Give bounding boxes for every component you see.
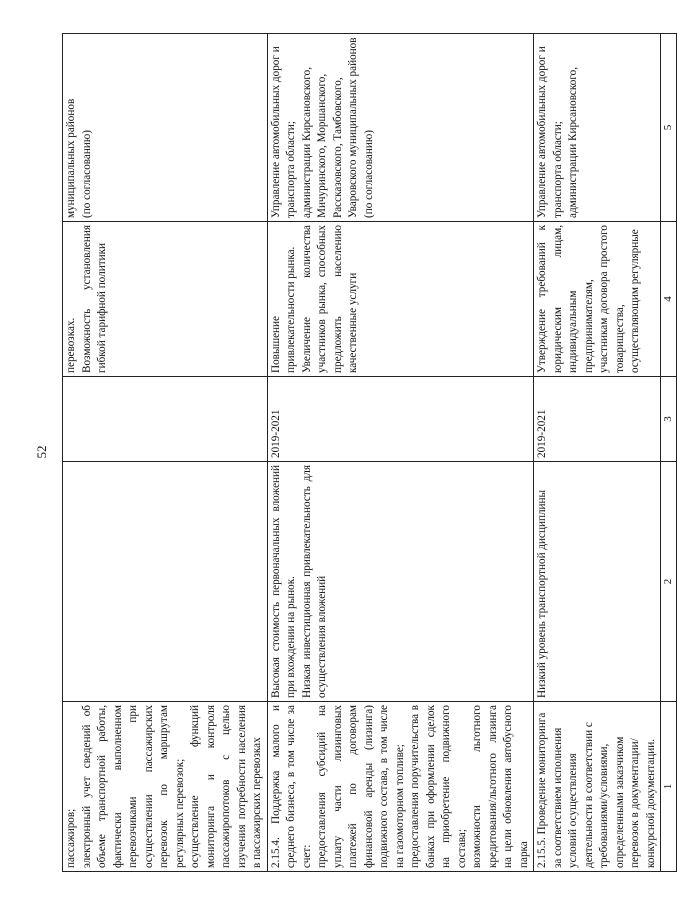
table-row <box>534 34 661 872</box>
cell-result: перевозках. Возможность установления гибкой тарифной политики <box>63 222 268 377</box>
page-number: 52 <box>34 445 49 459</box>
cell-problem <box>63 462 268 702</box>
rotated-table-wrapper <box>62 34 674 872</box>
header-col-5: 5 <box>661 34 677 222</box>
measures-table <box>62 33 677 872</box>
cell-problem: Высокая стоимость первоначальных вложений при вхождении на рынок. Низкая инвестиционная привлекательность для осуществления вложений <box>267 462 534 702</box>
cell-measure: 2.15.4. Поддержка малого и среднего бизнеса, в том числе за счет: предоставления субсидий на уплату части лизинговых платежей по договорам финансовой аренды (лизинга) подвижного состава, в том числе на газомоторном топливе; предоставления поручительства в банках при оформлении сделок на приобретение подвижного состава; возможности льготного кредитования/льготного лизинга на цели обновления автобусного парка <box>267 702 534 872</box>
cell-responsible: муниципальных районов (по согласованию) <box>63 34 268 222</box>
table-row <box>63 34 268 872</box>
header-col-3: 3 <box>661 377 677 462</box>
cell-measure: пассажиров; электронный учет сведений об объеме транспортной работы, фактически выполненном перевозчиками при осуществлении пассажирских перевозок по маршрутам регулярных перевозок; осуществление функций мониторинга и контроля пассажиропотоков с целью изучения потребности населения в пассажирских перевозках <box>63 702 268 872</box>
cell-period: 2019-2021 <box>267 377 534 462</box>
cell-responsible: Управление автомобильных дорог и транспорта области; администрации Кирсановского, Мичуринского, Моршанского, Рассказовского, Тамбовского, Уваровского муниципальных районов (по согласованию) <box>267 34 534 222</box>
cell-result: Утверждение требований к юридическим лицам, индивидуальным предпринимателям, участникам договора простого товарищества, осуществляющим регулярные <box>534 222 661 377</box>
table-row <box>267 34 534 872</box>
cell-measure: 2.15.5. Проведение мониторинга за соответствием исполнения условий осуществления деятельности в соответствии с требованиями/условиями, определенными заказчиком перевозок в документации/конкурсной документации. <box>534 702 661 872</box>
cell-period <box>63 377 268 462</box>
cell-period: 2019-2021 <box>534 377 661 462</box>
binding-marks <box>14 100 17 110</box>
cell-problem: Низкий уровень транспортной дисциплины <box>534 462 661 702</box>
table-header-row <box>661 34 677 872</box>
cell-responsible: Управление автомобильных дорог и транспорта области; администрации Кирсановского, <box>534 34 661 222</box>
cell-result: Повышение привлекательности рынка. Увеличение количества участников рынка, способных предложить населению качественные услуги <box>267 222 534 377</box>
header-col-4: 4 <box>661 222 677 377</box>
header-col-1: 1 <box>661 702 677 872</box>
header-col-2: 2 <box>661 462 677 702</box>
